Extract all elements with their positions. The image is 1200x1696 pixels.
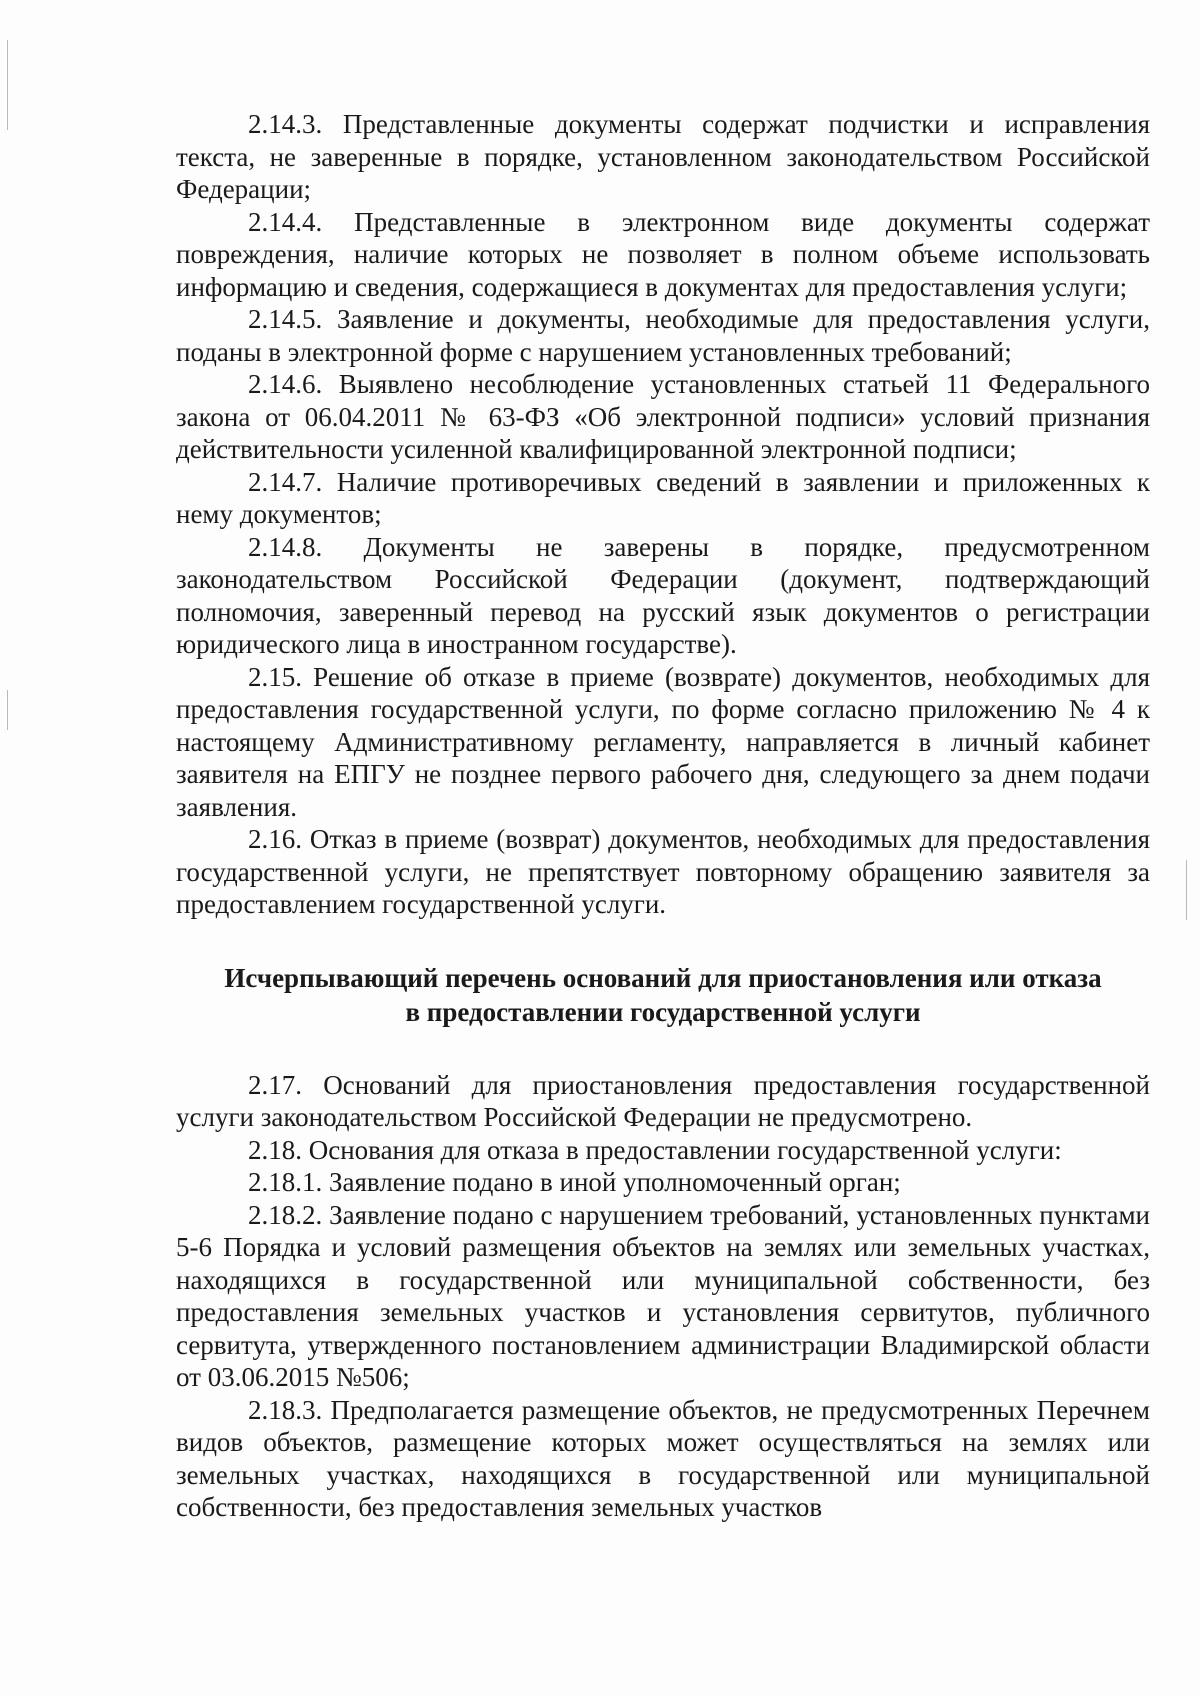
paragraph-2-14-7: 2.14.7. Наличие противоречивых сведений в заявлении и приложенных к нему документов; xyxy=(176,466,1150,529)
paragraph-2-14-5: 2.14.5. Заявление и документы, необходимые для предоставления услуги, поданы в электронной форме с нарушением установленных требований; xyxy=(176,304,1150,367)
scan-edge-mark xyxy=(1186,860,1187,920)
section-heading-line-2: в предоставлении государственной услуги xyxy=(405,996,921,1027)
paragraph-2-14-8: 2.14.8. Документы не заверены в порядке, предусмотренном законодательством Российской Федерации (документ, подтверждающий полномочия, заверенный перевод на русский язык документов о регистрации юридического лица в иностранном государстве). xyxy=(176,531,1150,659)
paragraph-2-18: 2.18. Основания для отказа в предоставлении государственной услуги: xyxy=(248,1134,1062,1165)
scan-edge-mark xyxy=(7,40,8,130)
paragraph-2-14-3: 2.14.3. Представленные документы содержат подчистки и исправления текста, не заверенные в порядке, установленном законодательством Российской Федерации; xyxy=(176,109,1150,204)
paragraph-2-18-1: 2.18.1. Заявление подано в иной уполномоченный орган; xyxy=(248,1167,901,1197)
paragraph-2-15: 2.15. Решение об отказе в приеме (возврате) документов, необходимых для предоставления государственной услуги, по форме согласно приложению № 4 к настоящему Административному регламенту, направляется в личный кабинет заявителя на ЕПГУ не позднее первого рабочего дня, следующего за днем подачи заявления. xyxy=(176,661,1150,822)
section-heading xyxy=(176,961,1150,1029)
document-body xyxy=(176,108,1150,1524)
paragraph-2-18-2: 2.18.2. Заявление подано с нарушением требований, установленных пунктами 5-6 Порядка и условий размещения объектов на землях или земельных участках, находящихся в государственной или муниципальной собственности, без предоставления земельных участков и установления сервитутов, публичного сервитута, утвержденного постановлением администрации Владимирской области от 03.06.2015 №506; xyxy=(176,1199,1150,1392)
paragraph-2-16: 2.16. Отказ в приеме (возврат) документов, необходимых для предоставления государственной услуги, не препятствует повторному обращению заявителя за предоставлением государственной услуги. xyxy=(176,824,1150,919)
paragraph-2-18-3: 2.18.3. Предполагается размещение объектов, не предусмотренных Перечнем видов объектов, размещение которых может осуществляться на землях или земельных участках, находящихся в государственной или муниципальной собственности, без предоставления земельных участков xyxy=(176,1394,1150,1522)
section-heading-line-1: Исчерпывающий перечень оснований для приостановления или отказа xyxy=(224,962,1102,993)
paragraph-2-17: 2.17. Оснований для приостановления предоставления государственной услуги законодательством Российской Федерации не предусмотрено. xyxy=(176,1069,1150,1132)
paragraph-2-14-4: 2.14.4. Представленные в электронном виде документы содержат повреждения, наличие которых не позволяет в полном объеме использовать информацию и сведения, содержащиеся в документах для предоставления услуги; xyxy=(176,206,1150,302)
paragraph-2-14-6: 2.14.6. Выявлено несоблюдение установленных статьей 11 Федерального закона от 06.04.2011 № 63-ФЗ «Об электронной подписи» условий признания действительности усиленной квалифицированной электронной подписи; xyxy=(176,369,1150,464)
scan-edge-mark xyxy=(7,690,8,730)
